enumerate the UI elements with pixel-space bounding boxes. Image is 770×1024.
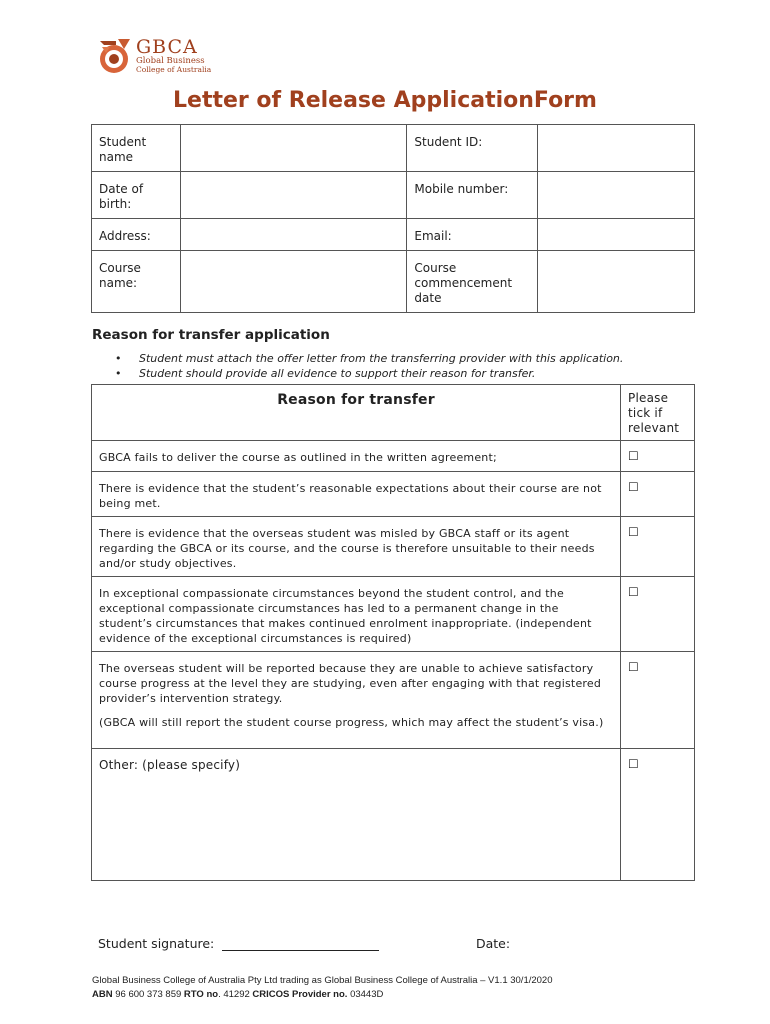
course-name-field[interactable] — [180, 251, 406, 313]
logo-line1: Global Business — [136, 56, 205, 66]
page-title: Letter of Release ApplicationForm — [173, 88, 597, 113]
checkbox[interactable]: ☐ — [621, 472, 695, 517]
tick-column-header: Please tick if relevant — [621, 385, 695, 441]
reasons-table — [91, 384, 695, 881]
logo-wordmark: GBCA — [136, 36, 198, 58]
instruction-item: • Student should provide all evidence to support their reason for transfer. — [115, 366, 623, 381]
student-signature-label: Student signature: — [98, 936, 215, 951]
student-name-field[interactable] — [180, 125, 406, 172]
reason-section-heading: Reason for transfer application — [92, 327, 330, 343]
student-name-label: Student name — [92, 125, 181, 172]
dob-label: Date of birth: — [92, 172, 181, 219]
reason-text: The overseas student will be reported because they are unable to achieve satisfactory course progress at the level they are studying, even after engaging with that registered provider’s intervention strategy. — [99, 662, 602, 705]
instruction-item: • Student must attach the offer letter from the transferring provider with this application. — [115, 351, 623, 366]
reason-row: There is evidence that the student’s reasonable expectations about their course are not being met. — [92, 472, 621, 517]
rto-value: . 41292 — [218, 989, 250, 1000]
other-reason-field[interactable]: Other: (please specify) — [92, 749, 621, 881]
checkbox[interactable]: ☐ — [621, 749, 695, 881]
gbca-logo — [98, 37, 218, 77]
reason-row: In exceptional compassionate circumstances beyond the student control, and the exceptional compassionate circumstances has led to a permanent change in the student’s circumstances that makes continued enrolment inappropriate. (independent evidence of the exceptional circumstances is required) — [92, 577, 621, 652]
student-id-label: Student ID: — [407, 125, 538, 172]
student-info-table — [91, 124, 695, 313]
checkbox[interactable]: ☐ — [621, 652, 695, 749]
footer-line1: Global Business College of Australia Pty Ltd trading as Global Business College of Australia – V1.1 30/1/2020 — [92, 975, 553, 986]
date-label: Date: — [476, 936, 511, 951]
rto-label: RTO no — [183, 989, 219, 1000]
address-field[interactable] — [180, 219, 406, 251]
cricos-label: CRICOS Provider no. — [252, 989, 348, 1000]
cricos-value: 03443D — [350, 989, 384, 1000]
reason-note: (GBCA will still report the student course progress, which may affect the student’s visa.) — [99, 716, 604, 729]
gbca-logo-icon — [98, 37, 132, 75]
abn-label: ABN — [92, 989, 113, 1000]
address-label: Address: — [92, 219, 181, 251]
mobile-label: Mobile number: — [407, 172, 538, 219]
logo-line2: College of Australia — [136, 65, 212, 74]
student-id-field[interactable] — [538, 125, 695, 172]
checkbox[interactable]: ☐ — [621, 517, 695, 577]
commencement-date-field[interactable] — [538, 251, 695, 313]
commencement-date-label: Course commencement date — [407, 251, 538, 313]
email-label: Email: — [407, 219, 538, 251]
dob-field[interactable] — [180, 172, 406, 219]
email-field[interactable] — [538, 219, 695, 251]
reason-row: There is evidence that the overseas student was misled by GBCA staff or its agent regarding the GBCA or its course, and the course is therefore unsuitable to their needs and/or study objectives. — [92, 517, 621, 577]
abn-value: 96 600 373 859 — [115, 989, 182, 1000]
mobile-field[interactable] — [538, 172, 695, 219]
reason-row: GBCA fails to deliver the course as outlined in the written agreement; — [92, 441, 621, 472]
checkbox[interactable]: ☐ — [621, 441, 695, 472]
course-name-label: Course name: — [92, 251, 181, 313]
checkbox[interactable]: ☐ — [621, 577, 695, 652]
reason-column-header: Reason for transfer — [92, 385, 621, 441]
instructions-list — [115, 351, 623, 381]
footer-line2 — [92, 989, 383, 1000]
signature-line[interactable] — [222, 950, 379, 951]
reason-row — [92, 652, 621, 749]
